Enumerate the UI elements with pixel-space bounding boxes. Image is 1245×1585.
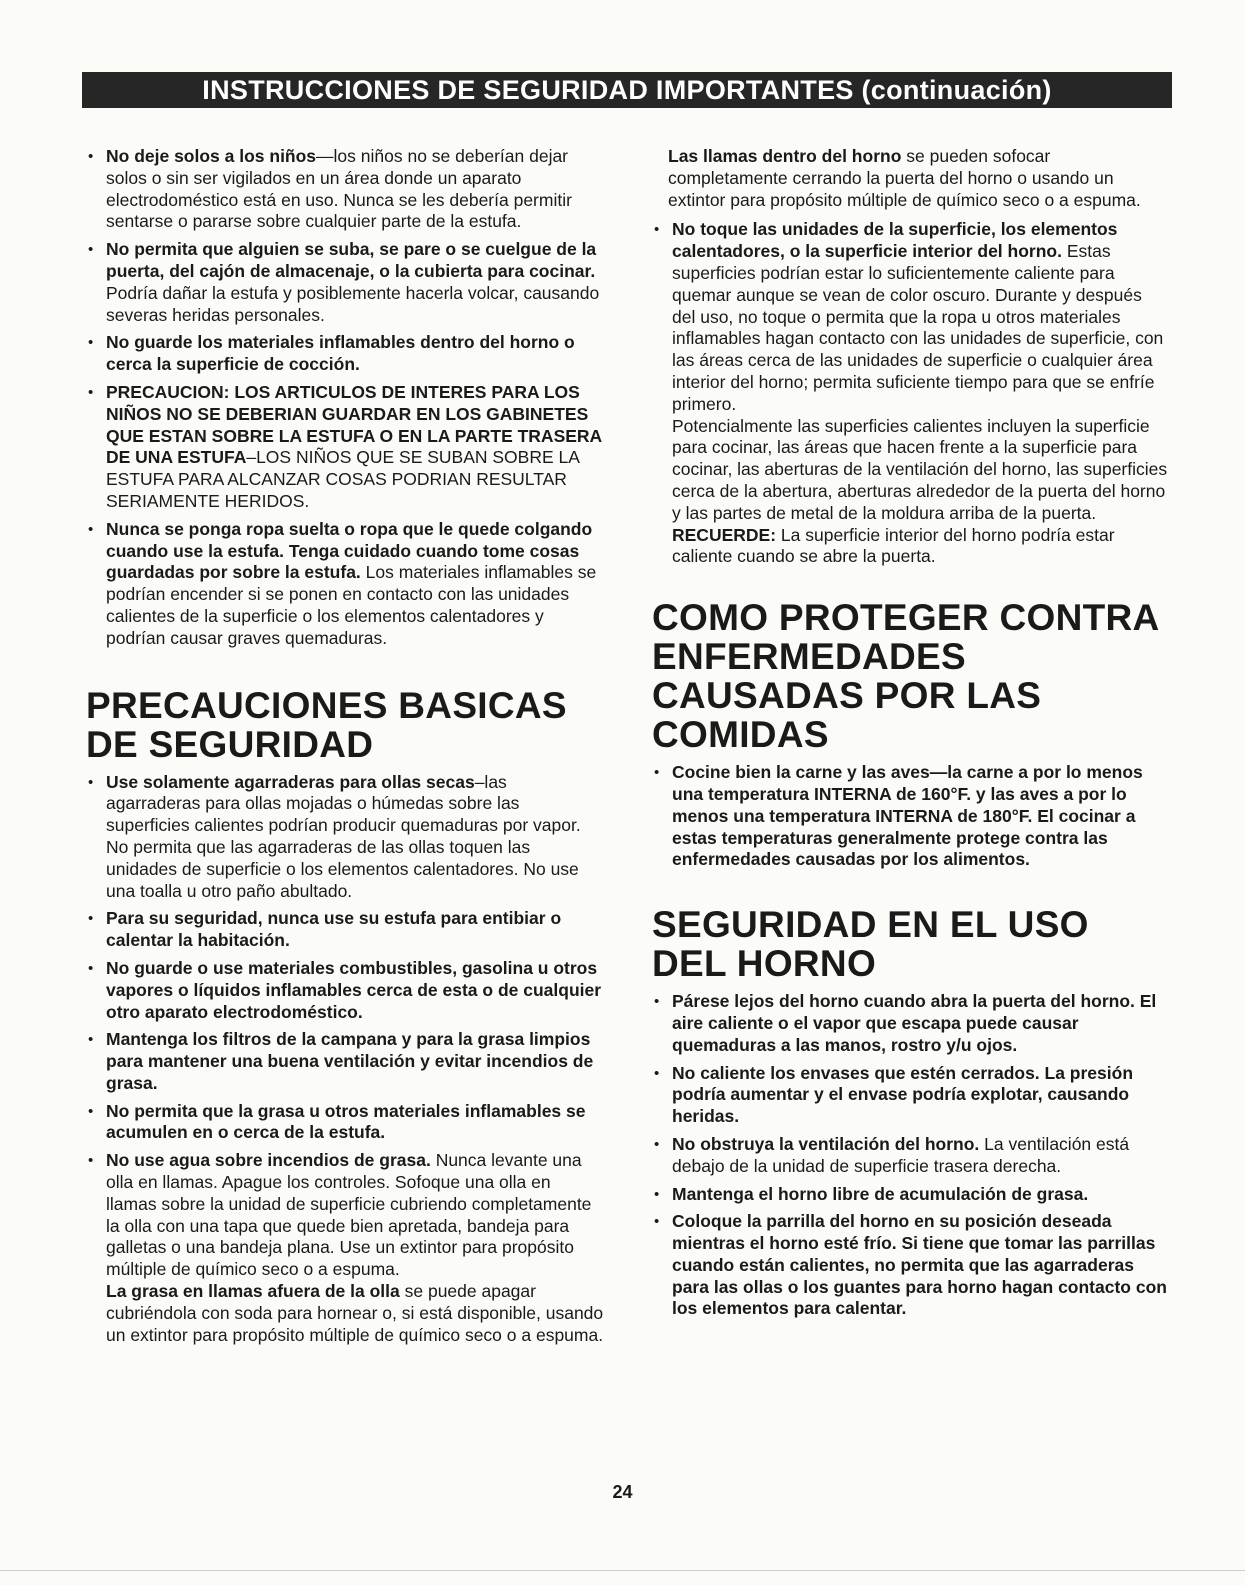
list-item: • No obstruya la ventilación del horno. La ventilación está debajo de la unidad de superficie trasera derecha. <box>652 1134 1170 1178</box>
right-column <box>652 146 1170 1326</box>
list-item: • Cocine bien la carne y las aves—la carne a por lo menos una temperatura INTERNA de 160°F. y las aves a por lo menos una temperatura INTERNA de 180°F. El cocinar a estas temperaturas generalmente protege contra las enfermedades causadas por los alimentos. <box>652 762 1170 871</box>
list-item: • No permita que alguien se suba, se pare o se cuelgue de la puerta, del cajón de almacenaje, o la cubierta para cocinar. Podría dañar la estufa y posiblemente hacerla volcar, causando severas heridas personales. <box>86 239 606 326</box>
list-item: • Para su seguridad, nunca use su estufa para entibiar o calentar la habitación. <box>86 908 606 952</box>
page-title: INSTRUCCIONES DE SEGURIDAD IMPORTANTES (continuación) <box>202 74 1052 105</box>
basic-precautions-list <box>86 772 606 1282</box>
page-number: 24 <box>612 1482 633 1502</box>
list-item: • No permita que la grasa u otros materiales inflamables se acumulen en o cerca de la estufa. <box>86 1101 606 1145</box>
food-safety-list <box>652 762 1170 871</box>
list-item: • No deje solos a los niños—los niños no se deberían dejar solos o sin ser vigilados en un área donde un aparato electrodoméstico está en uso. Nunca se les debería permitir sentarse o pararse sobre cualquier parte de la estufa. <box>86 146 606 233</box>
list-item: • Mantenga el horno libre de acumulación de grasa. <box>652 1184 1170 1206</box>
footer-divider <box>0 1570 1245 1571</box>
list-item: • Mantenga los filtros de la campana y para la grasa limpios para mantener una buena ventilación y evitar incendios de grasa. <box>86 1029 606 1094</box>
header-banner <box>82 72 1172 108</box>
list-item: • No guarde o use materiales combustibles, gasolina u otros vapores o líquidos inflamables cerca de esta o de cualquier otro aparato electrodoméstico. <box>86 958 606 1023</box>
list-item: • PRECAUCION: LOS ARTICULOS DE INTERES PARA LOS NIÑOS NO SE DEBERIAN GUARDAR EN LOS GABINETES QUE ESTAN SOBRE LA ESTUFA O EN LA PARTE TRASERA DE UNA ESTUFA–LOS NIÑOS QUE SE SUBAN SOBRE LA ESTUFA PARA ALCANZAR COSAS PODRIAN RESULTAR SERIAMENTE HERIDOS. <box>86 382 606 513</box>
grease-fire-paragraph: La grasa en llamas afuera de la olla se puede apagar cubriéndola con soda para hornear o, si está disponible, usando un extintor para propósito múltiple de químico seco o a espuma. <box>106 1281 604 1345</box>
list-item: • No guarde los materiales inflamables dentro del horno o cerca la superficie de cocción. <box>86 332 606 376</box>
oven-flames-paragraph: Las llamas dentro del horno se pueden sofocar completamente cerrando la puerta del horno o usando un extintor para propósito múltiple de químico seco o a espuma. <box>668 146 1141 210</box>
list-item: • Use solamente agarraderas para ollas secas–las agarraderas para ollas mojadas o húmedas sobre las superficies calientes podrían producir quemaduras por vapor. No permita que las agarraderas de las ollas toquen las unidades de superficie o los elementos calentadores. No use una toalla u otro paño abultado. <box>86 772 606 903</box>
list-item: • Párese lejos del horno cuando abra la puerta del horno. El aire caliente o el vapor que escapa puede causar quemaduras a las manos, rostro y/u ojos. <box>652 991 1170 1056</box>
child-safety-list <box>86 146 606 650</box>
left-column <box>86 146 606 1352</box>
list-item: • Nunca se ponga ropa suelta o ropa que le quede colgando cuando use la estufa. Tenga cuidado cuando tome cosas guardadas por sobre la estufa. Los materiales inflamables se podrían encender si se ponen en contacto con las unidades calientes de la superficie o los elementos calentadores y podrían causar graves quemaduras. <box>86 519 606 650</box>
surface-touch-list <box>652 219 1170 415</box>
remember-paragraph: RECUERDE: La superficie interior del horno podría estar caliente cuando se abre la puerta. <box>672 524 1115 567</box>
section-title-basic-precautions: PRECAUCIONES BASICAS DE SEGURIDAD <box>86 684 567 765</box>
list-item: • Coloque la parrilla del horno en su posición deseada mientras el horno esté frío. Si tiene que tomar las parrillas cuando están calientes, no permita que las agarraderas para las ollas o los guantes para horno hagan contacto con los elementos para calentar. <box>652 1211 1170 1320</box>
section-title-foodborne-illness: COMO PROTEGER CONTRA ENFERMEDADES CAUSADAS POR LAS COMIDAS <box>652 597 1160 756</box>
list-item: • No toque las unidades de la superficie, los elementos calentadores, o la superficie interior del horno. Estas superficies podrían estar lo suficientemente caliente para quemar aunque se vean de color oscuro. Durante y después del uso, no toque o permita que la ropa u otros materiales inflamables hagan contacto con las unidades de superficie, con las áreas cerca de las unidades de superficie o cualquier área interior del horno; permita suficiente tiempo para que se enfríe primero. <box>652 219 1170 415</box>
list-item: • No caliente los envases que estén cerrados. La presión podría aumentar y el envase podría explotar, causando heridas. <box>652 1063 1170 1128</box>
oven-safety-list <box>652 991 1170 1320</box>
hot-surfaces-paragraph: Potencialmente las superficies calientes incluyen la superficie para cocinar, las áreas que hacen frente a la superficie para cocinar, las aberturas de la ventilación del horno, las superficies cerca de la abertura, aberturas alrededor de la puerta del horno y las partes de metal de la moldura arriba de la puerta. <box>672 415 1168 523</box>
list-item: • No use agua sobre incendios de grasa. Nunca levante una olla en llamas. Apague los controles. Sofoque una olla en llamas sobre la unidad de superficie cubriendo completamente la olla con una tapa que quede bien apretada, bandeja para galletas o una bandeja plana. Use un extintor para propósito múltiple de químico seco o a espuma. <box>86 1150 606 1281</box>
section-title-oven-safety: SEGURIDAD EN EL USO DEL HORNO <box>652 904 1089 985</box>
